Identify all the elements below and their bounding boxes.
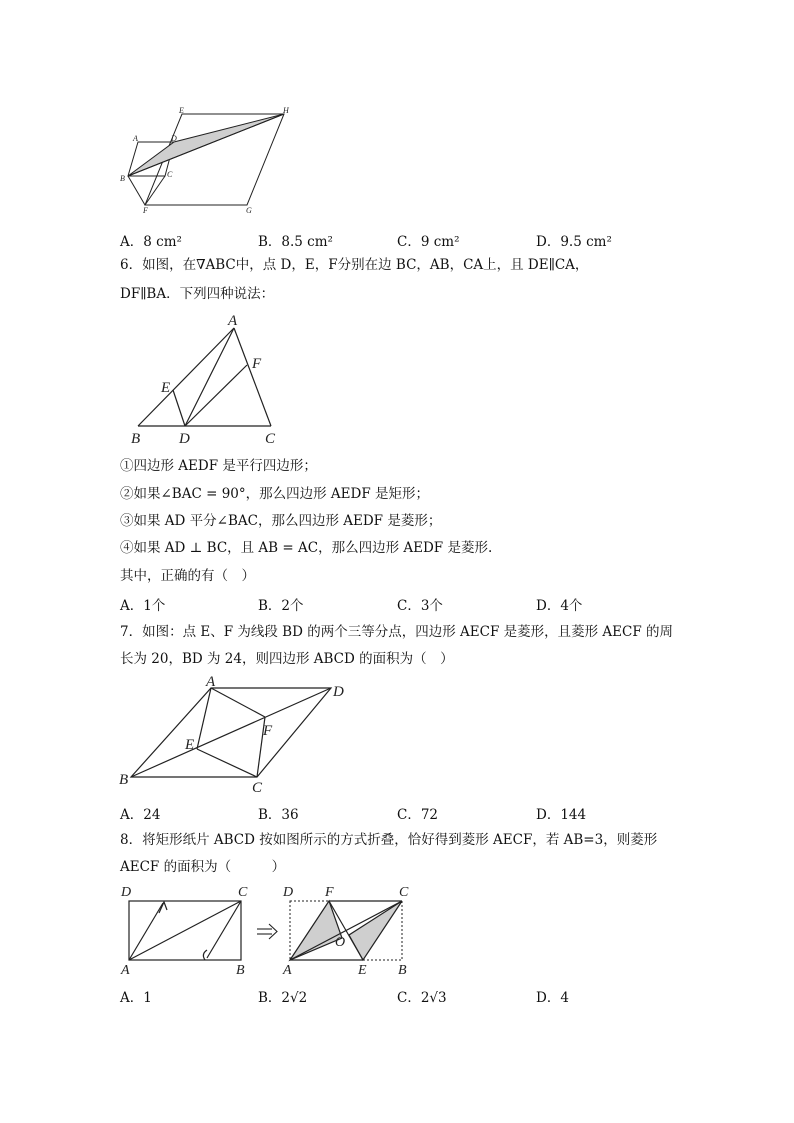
q6-ask: 其中，正确的有（ ） — [120, 568, 255, 584]
q5-label-h: H — [283, 106, 289, 115]
q7-option-d: D．144 — [536, 807, 587, 823]
q5-option-b: B．8.5 cm² — [258, 234, 333, 250]
q5-label-g: G — [246, 206, 252, 215]
q8-option-d: D．4 — [536, 990, 569, 1006]
q6-label-c: C — [265, 431, 276, 447]
q7-label-d: D — [333, 684, 344, 700]
q7-option-a: A．24 — [120, 807, 161, 823]
q6-statement-1: ①四边形 AEDF 是平行四边形； — [120, 458, 317, 474]
q6-statement-3: ③如果 AD 平分∠BAC，那么四边形 AEDF 是菱形； — [120, 513, 442, 529]
q8-folding-figure — [115, 880, 425, 978]
q7-label-a: A — [206, 674, 216, 690]
q7-label-f: F — [263, 723, 273, 739]
q8-left-label-b: B — [236, 963, 245, 978]
q7-label-e: E — [185, 737, 195, 753]
q6-label-d: D — [179, 431, 190, 447]
q6-option-d: D．4个 — [536, 598, 583, 614]
q6-option-a: A．1个 — [120, 598, 166, 614]
q8-question-line1: 8．将矩形纸片 ABCD 按如图所示的方式折叠，恰好得到菱形 AECF，若 AB=3，则菱形 — [120, 832, 658, 848]
q5-figure — [115, 105, 295, 217]
q6-label-a: A — [228, 313, 238, 329]
q8-right-label-d: D — [283, 885, 294, 900]
q7-question-line1: 7．如图：点 E、F 为线段 BD 的两个三等分点，四边形 AECF 是菱形，且菱形 AECF 的周 — [120, 624, 673, 640]
q6-option-c: C．3个 — [397, 598, 443, 614]
q6-label-b: B — [131, 431, 141, 447]
q7-question-line2: 长为 20，BD 为 24，则四边形 ABCD 的面积为（ ） — [120, 651, 454, 667]
q6-label-f: F — [252, 356, 262, 372]
q8-left-label-c: C — [238, 885, 248, 900]
q5-label-e: E — [179, 106, 184, 115]
q5-option-c: C．9 cm² — [397, 234, 460, 250]
q8-option-c: C．2√3 — [397, 990, 447, 1006]
q6-triangle-figure — [125, 310, 285, 450]
q7-option-b: B．36 — [258, 807, 299, 823]
q8-right-label-a: A — [283, 963, 292, 978]
q5-label-f: F — [143, 206, 148, 215]
q6-statement-4: ④如果 AD ⊥ BC，且 AB = AC，那么四边形 AEDF 是菱形. — [120, 540, 493, 556]
q8-left-label-d: D — [121, 885, 132, 900]
q8-option-a: A．1 — [120, 990, 152, 1006]
q5-label-a: A — [133, 134, 138, 143]
q6-option-b: B．2个 — [258, 598, 304, 614]
q8-question-line2: AECF 的面积为（ ） — [120, 859, 286, 875]
q7-rhombus-figure — [115, 673, 355, 798]
q8-right-label-f: F — [325, 885, 334, 900]
q5-label-d: D — [171, 134, 177, 143]
q8-right-label-o: O — [335, 935, 346, 950]
fold-arrow-icon — [257, 924, 277, 939]
q5-option-d: D．9.5 cm² — [536, 234, 612, 250]
q5-label-c: C — [167, 170, 173, 179]
q5-option-a: A．8 cm² — [120, 234, 182, 250]
q8-right-label-c: C — [399, 885, 409, 900]
q7-label-b: B — [119, 772, 129, 788]
q6-question-line2: DF∥BA．下列四种说法： — [120, 286, 275, 302]
q7-label-c: C — [252, 780, 263, 796]
q8-right-label-e: E — [358, 963, 367, 978]
q7-option-c: C．72 — [397, 807, 439, 823]
q8-right-label-b: B — [398, 963, 407, 978]
q6-statement-2: ②如果∠BAC = 90°，那么四边形 AEDF 是矩形； — [120, 486, 430, 502]
q8-left-label-a: A — [121, 963, 130, 978]
q6-label-e: E — [161, 380, 171, 396]
q8-option-b: B．2√2 — [258, 990, 308, 1006]
q6-question-line1: 6．如图，在∇ABC中，点 D，E，F分别在边 BC，AB，CA上，且 DE∥CA， — [120, 257, 589, 273]
q5-label-b: B — [120, 174, 125, 183]
